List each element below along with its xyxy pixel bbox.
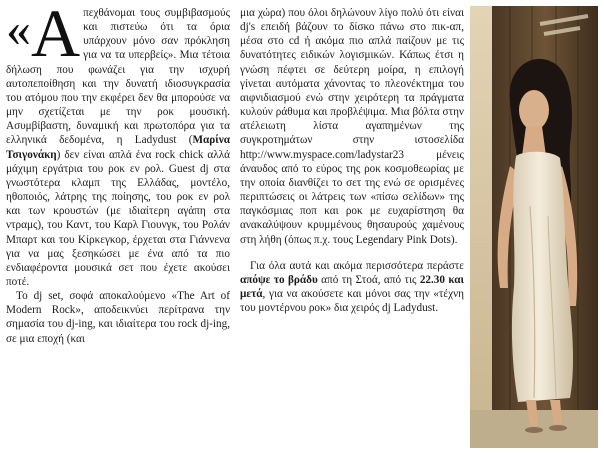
paragraph-4-text-a: Για όλα αυτά και ακόμα περισσότερα περάστε [250,259,464,272]
artist-real-name: Μαρίνα Τσιγονάκη [6,134,230,161]
myspace-url: http://www.myspace.com/ladystar23 [240,148,404,161]
paragraph-4-text-c: , για να ακούσετε και μόνοι σας την «τέχνη του μοντέρνου ροκ» δια χειρός dj Ladydust. [240,287,464,315]
paragraph-1-text-b: ) δεν είναι απλά ένα rock chick αλλά μάχιμη εργάτρια του ροκ εν ρολ. Guest dj στα γνωστότερα κλαμπ της Ελλάδας, μοντέλο, ηθοποιός, λάτρης της ποίησης, του ροκ εν ρολ και των κρουστών (με ιδιαίτερη αγάπη στα ντραμς), του Καντ, του Καρλ Γιουνγκ, του Ρολάν Μπαρτ και του Κίρκεγκορ, έρχεται στα Γιάννενα για να μας ξεσηκώσει με ένα από τα πιο ενδιαφέροντα μουσικά σετ που έχετε ακούσει ποτέ. [6,148,230,288]
article-paragraph-4 [240,259,464,316]
drop-cap-quote: « [6,1,31,57]
article-column-1 [6,0,230,346]
photo-illustration [470,6,598,448]
woman-in-white-dress-photo [470,6,598,448]
article-paragraph-2: Το dj set, σοφά αποκαλούμενο «The Art of Modern Rock», αποδεικνύει περίτρανα την σημασία του dj-ing, και ιδιαίτερα του rock dj-ing, σε μια εποχή (και [6,290,230,345]
drop-cap [6,0,81,71]
paragraph-3-text-a: μια χώρα) που όλοι δηλώνουν λίγο πολύ ότι είναι dj's επειδή βάζουν το δίσκο πάνω στο πικ-απ, μέσα στο cd ή ακόμα πιο απλά παίζουν με τις δυνατότητες ειδικών λογισμικών. Κάπως έτσι η γνώση πέφτει σε δεύτερη μοίρα, η επιλογή γίνεται αυτόματα χάνοντας το πλεονέκτημα του αιφνιδιασμού ενώ στην χειρότερη τα πράγματα κυλούν ράθυμα και προβλέψιμα. Μια βόλτα στην ατέλειωτη λίστα αγαπημένων της συγκροτημάτων στην ιστοσελίδα [240,7,464,147]
paragraph-1-text-a: πεχθάνομαι τους συμβιβασμούς και πιστεύω ότι τα όρια υπάρχουν μόνο σαν πρόκληση για να τα υπερβείς». Μια τέτοια δήλωση που φωνάζει για την ισχυρή αυτοπεποίθηση και την δυνατή ιδιοσυγκρασία του ατόμου που την εκφέρει δεν θα μπορούσε να μην σχετίζεται με την ροκ μουσική. Ασυμβίβαστη, δυναμική και πρωτοπόρα για τα ελληνικά δεδομένα, η Ladydust ( [6,7,230,147]
event-time-tonight: απόψε το βράδυ [240,273,318,286]
event-start-time: 22.30 και μετά [240,273,465,300]
drop-cap-letter: Α [31,0,81,71]
article-paragraph-1 [6,0,230,289]
article-paragraph-3 [240,6,464,247]
paragraph-4-text-b: από τη Στοά, από τις [317,273,420,286]
paragraph-3-text-b: μένεις άναυδος από το εύρος της ροκ κοσμοθεωρίας με την οποία διανθίζει το σετ της ενώ σε ορισμένες περιπτώσεις οι λάτρεις των «πίσω σελίδων» της παγκόσμιας ποπ και ροκ με ευχαρίστηση θα ανακαλύψουν κρυμμένους θησαυρούς χαμένους στη λήθη (όπως π.χ. τους Legendary Pink Dots). [240,148,464,246]
article-column-2 [240,6,464,315]
